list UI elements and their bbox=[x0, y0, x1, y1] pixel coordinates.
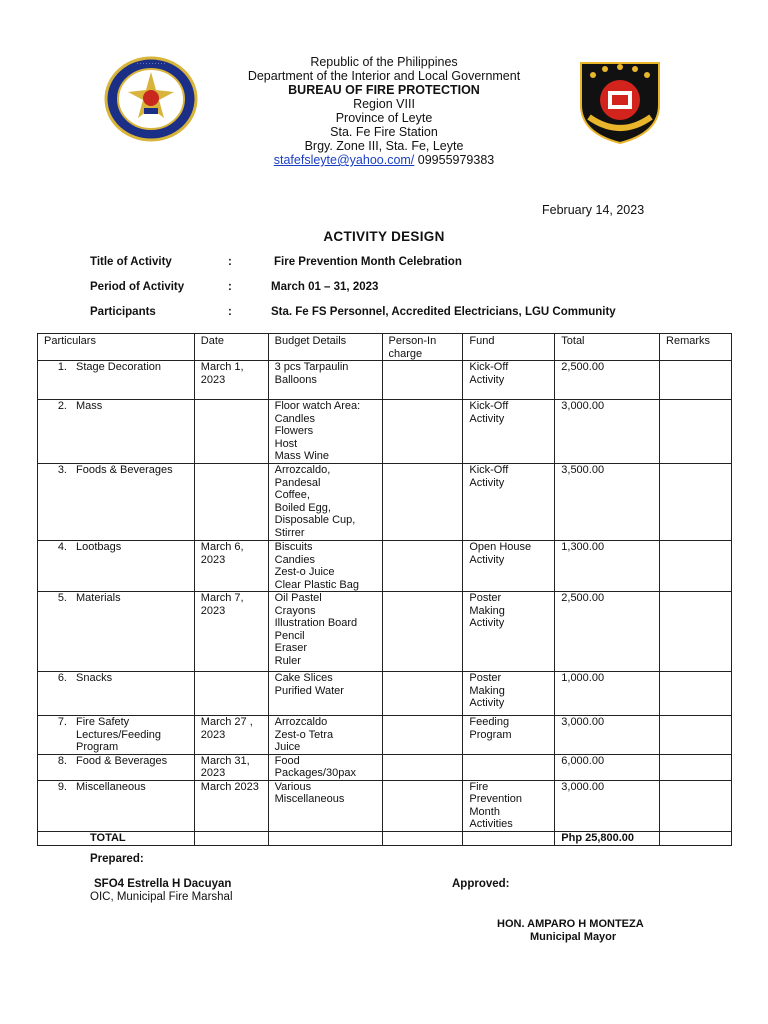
budget-line: Clear Plastic Bag bbox=[274, 578, 359, 591]
col-header-person: Person-In charge bbox=[382, 334, 463, 361]
cell-fund bbox=[463, 400, 555, 464]
budget-line: Oil Pastel bbox=[274, 592, 322, 604]
budget-line: Various bbox=[274, 780, 312, 793]
cell-particular bbox=[38, 361, 195, 400]
fund-line: Feeding bbox=[469, 716, 510, 728]
budget-line: Arrozcaldo bbox=[274, 716, 328, 728]
budget-line: Juice bbox=[274, 741, 301, 753]
fund-line: Activity bbox=[469, 697, 505, 709]
cell-person bbox=[382, 780, 463, 831]
fund-line: Activity bbox=[469, 373, 505, 386]
preparer-title: OIC, Municipal Fire Marshal bbox=[90, 891, 233, 903]
budget-line: Zest-o Tetra bbox=[274, 728, 334, 741]
budget-line: Packages/30pax bbox=[274, 767, 356, 779]
budget-line: Candles bbox=[274, 412, 315, 425]
item-particular: Stage Decoration bbox=[76, 361, 161, 373]
cell-particular bbox=[38, 541, 195, 592]
letterhead-station: Sta. Fe Fire Station bbox=[330, 125, 438, 139]
cell-remarks bbox=[660, 400, 732, 464]
budget-line: Mass Wine bbox=[274, 450, 330, 462]
cell-remarks bbox=[660, 592, 732, 672]
cell-budget bbox=[268, 754, 382, 780]
cell-particular bbox=[38, 780, 195, 831]
fund-line: Activity bbox=[469, 412, 505, 425]
letterhead-region: Region VIII bbox=[353, 97, 415, 111]
item-particular: Food & Beverages bbox=[76, 754, 168, 767]
budget-line: Flowers bbox=[274, 425, 314, 437]
email-link[interactable]: stafefsleyte@yahoo.com/ bbox=[273, 153, 415, 167]
cell-total: 3,000.00 bbox=[555, 716, 660, 755]
budget-line: Zest-o Juice bbox=[274, 566, 335, 578]
meta-title-label: Title of Activity bbox=[90, 256, 172, 268]
table-row bbox=[38, 780, 732, 831]
item-number: 7. bbox=[57, 716, 67, 728]
item-number: 5. bbox=[57, 592, 67, 604]
cell-remarks bbox=[660, 672, 732, 716]
table-row bbox=[38, 464, 732, 541]
col-header-budget: Budget Details bbox=[268, 334, 382, 361]
fund-line: Month bbox=[469, 805, 500, 818]
item-particular: Lootbags bbox=[76, 541, 122, 553]
total-row bbox=[38, 831, 732, 845]
cell-date: March 2023 bbox=[194, 780, 268, 831]
fund-line: Fire bbox=[469, 780, 489, 793]
col-header-particulars: Particulars bbox=[38, 334, 195, 361]
cell-remarks bbox=[660, 541, 732, 592]
cell-particular bbox=[38, 672, 195, 716]
cell-remarks bbox=[660, 361, 732, 400]
cell-date bbox=[194, 672, 268, 716]
budget-line: Candies bbox=[274, 553, 315, 566]
cell-particular bbox=[38, 464, 195, 541]
table-row bbox=[38, 754, 732, 780]
fund-line: Prevention bbox=[469, 793, 522, 805]
cell-budget bbox=[268, 400, 382, 464]
budget-line: Boiled Egg, bbox=[274, 501, 331, 514]
meta-colon: : bbox=[228, 281, 232, 293]
cell-remarks bbox=[660, 464, 732, 541]
col-header-remarks: Remarks bbox=[660, 334, 732, 361]
budget-line: Balloons bbox=[274, 373, 317, 386]
cell-budget bbox=[268, 361, 382, 400]
cell-total: 3,000.00 bbox=[555, 780, 660, 831]
letterhead-department: Department of the Interior and Local Government bbox=[247, 69, 521, 83]
prepared-label: Prepared: bbox=[90, 853, 144, 865]
cell-total: 1,000.00 bbox=[555, 672, 660, 716]
cell-total: 3,500.00 bbox=[555, 464, 660, 541]
budget-line: Coffee, bbox=[274, 489, 310, 501]
cell-remarks bbox=[660, 716, 732, 755]
fund-line: Activity bbox=[469, 476, 505, 489]
budget-line: Ruler bbox=[274, 654, 301, 667]
budget-line: 3 pcs Tarpaulin bbox=[274, 361, 349, 373]
cell-date: March 6, 2023 bbox=[194, 541, 268, 592]
cell-fund bbox=[463, 716, 555, 755]
cell-budget bbox=[268, 780, 382, 831]
fund-line: Open House bbox=[469, 541, 532, 553]
item-number: 4. bbox=[57, 541, 67, 553]
item-particular: Foods & Beverages bbox=[76, 464, 173, 476]
cell-budget bbox=[268, 672, 382, 716]
approved-label: Approved: bbox=[452, 878, 510, 890]
table-row bbox=[38, 541, 732, 592]
item-particular: Snacks bbox=[76, 672, 113, 684]
cell-total: 2,500.00 bbox=[555, 361, 660, 400]
item-number: 9. bbox=[57, 780, 67, 793]
document-title: ACTIVITY DESIGN bbox=[323, 229, 445, 244]
budget-line: Eraser bbox=[274, 642, 308, 654]
cell-total: 6,000.00 bbox=[555, 754, 660, 780]
table-header-row bbox=[38, 334, 732, 361]
cell-fund bbox=[463, 361, 555, 400]
fund-line: Poster bbox=[469, 672, 502, 684]
meta-participants-label: Participants bbox=[90, 306, 156, 318]
letterhead-agency: BUREAU OF FIRE PROTECTION bbox=[288, 83, 480, 97]
fund-line: Kick-Off bbox=[469, 361, 509, 373]
cell-total: 3,000.00 bbox=[555, 400, 660, 464]
total-label: TOTAL bbox=[38, 831, 195, 845]
fund-line: Program bbox=[469, 728, 512, 741]
fund-line: Activity bbox=[469, 553, 505, 566]
fund-line: Making bbox=[469, 604, 505, 617]
cell-person bbox=[382, 464, 463, 541]
budget-line: Pencil bbox=[274, 629, 305, 642]
cell-budget bbox=[268, 464, 382, 541]
cell-fund bbox=[463, 754, 555, 780]
budget-line: Cake Slices bbox=[274, 672, 333, 684]
cell-particular bbox=[38, 592, 195, 672]
item-number: 1. bbox=[57, 361, 67, 373]
item-particular: Mass bbox=[76, 400, 103, 412]
cell-date bbox=[194, 400, 268, 464]
table-row bbox=[38, 592, 732, 672]
cell-particular bbox=[38, 754, 195, 780]
budget-line: Pandesal bbox=[274, 476, 321, 489]
cell-date bbox=[194, 464, 268, 541]
cell-date: March 31, 2023 bbox=[194, 754, 268, 780]
cell-person bbox=[382, 754, 463, 780]
cell-fund bbox=[463, 780, 555, 831]
cell-budget bbox=[268, 541, 382, 592]
cell-remarks bbox=[660, 780, 732, 831]
meta-participants-value: Sta. Fe FS Personnel, Accredited Electricians, LGU Community bbox=[271, 306, 616, 318]
cell-person bbox=[382, 361, 463, 400]
item-particular: Miscellaneous bbox=[76, 780, 146, 793]
cell-budget bbox=[268, 716, 382, 755]
meta-period-label: Period of Activity bbox=[90, 281, 185, 293]
cell-particular bbox=[38, 400, 195, 464]
letterhead bbox=[0, 55, 768, 167]
cell-person bbox=[382, 592, 463, 672]
letterhead-province: Province of Leyte bbox=[335, 111, 433, 125]
budget-line: Illustration Board bbox=[274, 617, 358, 629]
table-row bbox=[38, 361, 732, 400]
budget-line: Crayons bbox=[274, 604, 316, 617]
cell-person bbox=[382, 672, 463, 716]
cell-fund bbox=[463, 592, 555, 672]
cell-date: March 7, 2023 bbox=[194, 592, 268, 672]
item-number: 6. bbox=[57, 672, 67, 684]
col-header-total: Total bbox=[555, 334, 660, 361]
meta-colon: : bbox=[228, 256, 232, 268]
letterhead-contact bbox=[0, 153, 768, 167]
cell-total: 1,300.00 bbox=[555, 541, 660, 592]
cell-date: March 27 , 2023 bbox=[194, 716, 268, 755]
fund-line: Making bbox=[469, 684, 505, 697]
budget-line: Host bbox=[274, 437, 298, 450]
budget-line: Arrozcaldo, bbox=[274, 464, 331, 476]
item-particular: Fire Safety Lectures/Feeding Program bbox=[76, 716, 161, 753]
fund-line: Kick-Off bbox=[469, 464, 509, 476]
col-header-date: Date bbox=[194, 334, 268, 361]
meta-colon: : bbox=[228, 306, 232, 318]
table-row bbox=[38, 672, 732, 716]
letterhead-republic: Republic of the Philippines bbox=[310, 55, 458, 69]
activity-table bbox=[37, 333, 732, 846]
preparer-name: SFO4 Estrella H Dacuyan bbox=[94, 878, 232, 890]
budget-line: Disposable Cup, bbox=[274, 514, 356, 526]
budget-line: Stirrer bbox=[274, 526, 305, 539]
budget-line: Purified Water bbox=[274, 684, 344, 697]
cell-fund bbox=[463, 541, 555, 592]
budget-line: Food bbox=[274, 754, 300, 767]
fund-line: Kick-Off bbox=[469, 400, 509, 412]
cell-date: March 1, 2023 bbox=[194, 361, 268, 400]
item-number: 3. bbox=[57, 464, 67, 476]
cell-person bbox=[382, 541, 463, 592]
table-row bbox=[38, 400, 732, 464]
cell-fund bbox=[463, 464, 555, 541]
document-date: February 14, 2023 bbox=[542, 203, 645, 217]
item-number: 8. bbox=[57, 754, 67, 767]
table-row bbox=[38, 716, 732, 755]
cell-person bbox=[382, 400, 463, 464]
letterhead-address: Brgy. Zone III, Sta. Fe, Leyte bbox=[304, 139, 464, 153]
approver-name: HON. AMPARO H MONTEZA bbox=[497, 918, 644, 930]
svg-text:· · · · · · · · · ·: · · · · · · · · · · bbox=[136, 61, 166, 67]
budget-line: Biscuits bbox=[274, 541, 313, 553]
fund-line: Activities bbox=[469, 818, 513, 830]
budget-line: Miscellaneous bbox=[274, 793, 345, 805]
cell-fund bbox=[463, 672, 555, 716]
budget-line: Floor watch Area: bbox=[274, 400, 361, 412]
cell-budget bbox=[268, 592, 382, 672]
phone-number: 09955979383 bbox=[414, 153, 495, 167]
approver-title: Municipal Mayor bbox=[530, 931, 617, 943]
total-value: Php 25,800.00 bbox=[555, 831, 660, 845]
fund-line: Poster bbox=[469, 592, 502, 604]
meta-title-value: Fire Prevention Month Celebration bbox=[274, 256, 462, 268]
cell-remarks bbox=[660, 754, 732, 780]
cell-person bbox=[382, 716, 463, 755]
item-particular: Materials bbox=[76, 592, 121, 604]
col-header-fund: Fund bbox=[463, 334, 555, 361]
meta-period-value: March 01 – 31, 2023 bbox=[271, 281, 379, 293]
cell-particular bbox=[38, 716, 195, 755]
fund-line: Activity bbox=[469, 617, 505, 629]
item-number: 2. bbox=[57, 400, 67, 412]
cell-total: 2,500.00 bbox=[555, 592, 660, 672]
